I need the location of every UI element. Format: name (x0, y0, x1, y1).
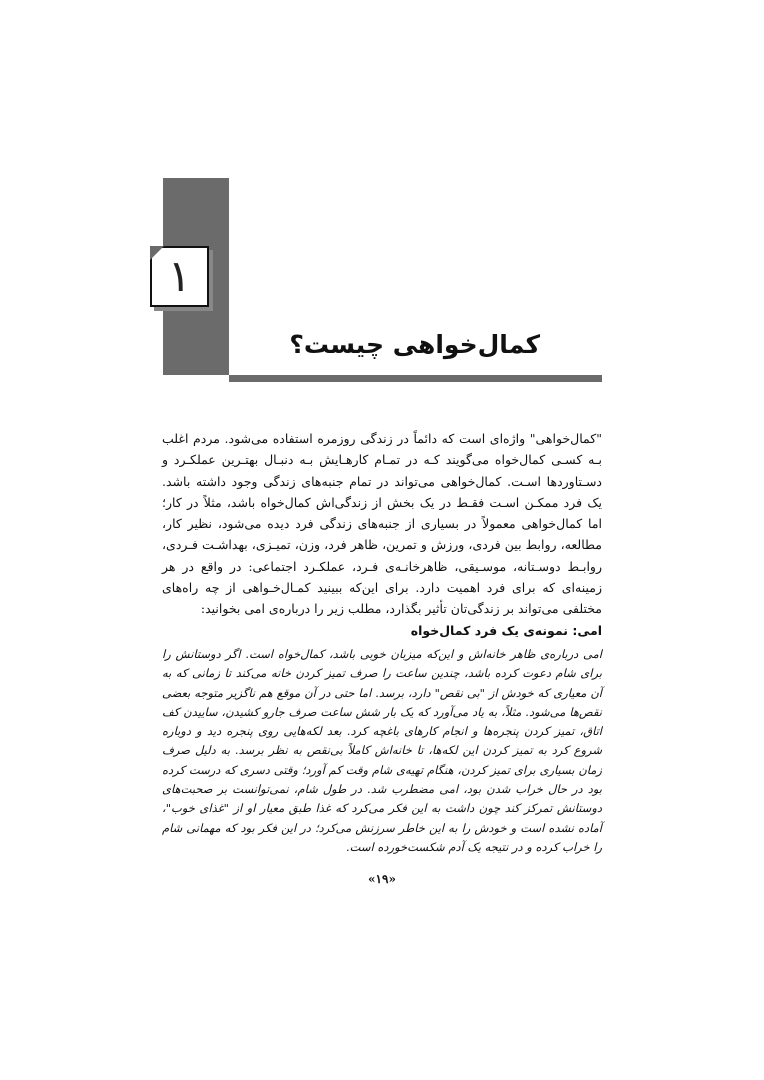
title-underline-rule (229, 375, 602, 382)
page-number: «۱۹» (368, 872, 396, 886)
intro-paragraph: "کمال‌خواهی" واژه‌ای است که دائماً در زندگی روزمره استفاده می‌شود. مردم اغلب بـه کسـی کمال‌خواه می‌گویند کـه در تمـام کارهـایش بـه دنبـال بهتـرین عملکـرد و دسـتاوردها اسـت. کمال‌خواهی می‌تواند در تمام جنبه‌های زندگی وجود داشته باشد. یک فرد ممکـن اسـت فقـط در یک بخش از زندگی‌اش کمال‌خواه باشد، مثلاً در کار؛ اما کمال‌خواهی معمولاً در بسیاری از جنبه‌های زندگی فرد دیده می‌شود، نظیر کار، مطالعه، روابط بین فردی، ورزش و تمرین، ظاهر فرد، وزن، تمیـزی، بهداشـت فـردی، روابـط دوسـتانه، موسـیقی، ظاهرخانـه‌ی فـرد، عملکـرد اجتماعی: در واقع در هر زمینه‌ای که برای فرد اهمیت دارد. برای این‌که ببینید کمـال‌خـواهی از چه راه‌های مختلفی می‌تواند بر زندگی‌تان تأثیر بگذارد، مطلب زیر را درباره‌ی امی بخوانید: (162, 431, 602, 617)
example-heading: امی: نمونه‌ی یک فرد کمال‌خواه (410, 623, 602, 638)
chapter-number-box (150, 246, 209, 307)
chapter-number: ۱ (167, 250, 192, 302)
example-body: امی درباره‌ی ظاهر خانه‌اش و این‌که میزبان خوبی باشد، کمال‌خواه است. اگر دوستانش را برای شام دعوت کرده باشد، چندین ساعت را صرف تمیز کردن خانه می‌کند تا زمانی که به آن معیاری که خودش از "بی نقص" دارد، برسد. اما حتی در آن موقع هم ناگزیر متوجه بعضی نقص‌ها می‌شود. مثلاً، به یاد می‌آورد که یک بار شش ساعت صرف جارو کشیدن، ساییدن کف اتاق، تمیز کردن پنجره‌ها و انجام کارهای باغچه کرد. بعد لکه‌هایی روی پنجره دید و دوباره شروع کرد به تمیز کردن این لکه‌ها، تا خانه‌اش کاملاً بی‌نقص به نظر برسد. به دلیل صرف زمان بسیاری برای تمیز کردن، هنگام تهیه‌ی شام وقت کم آورد؛ وقتی دسری که درست کرده بود در حال خراب شدن بود، امی مضطرب شد. در طول شام، نمی‌توانست بر صحبت‌های دوستانش تمرکز کند چون داشت به این فکر می‌کرد که غذا طبق معیار او از "غذای خوب"، آماده نشده است و خودش را به این خاطر سرزنش می‌کرد؛ در این فکر بود که مهمانی شام را خراب کرده و در نتیجه یک آدم شکست‌خورده است. (162, 647, 602, 854)
chapter-title: کمال‌خواهی چیست؟ (289, 330, 540, 359)
